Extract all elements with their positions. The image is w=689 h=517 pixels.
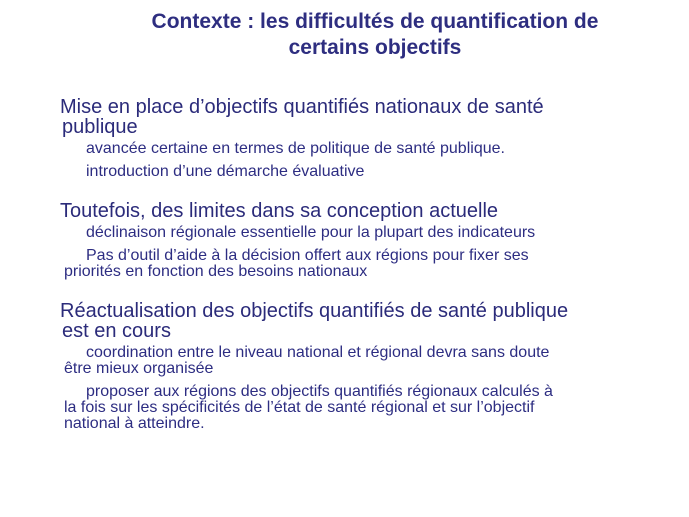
slide-title-line-1: Contexte : les difficultés de quantification de [151, 10, 599, 33]
sub-bullet-line-1: proposer aux régions des objectifs quantifiés régionaux calculés à [86, 383, 553, 400]
bullet-limites [60, 201, 660, 280]
bullet-main-text [60, 97, 660, 137]
bullet-list [60, 97, 660, 453]
slide-title [100, 9, 650, 61]
sub-bullet-line-1: introduction d’une démarche évaluative [86, 163, 365, 180]
sub-bullet-item [60, 164, 660, 180]
sub-bullet-line-1: coordination entre le niveau national et régional devra sans doute [86, 344, 550, 361]
sub-bullet-item [60, 345, 660, 377]
sub-bullet-list [60, 345, 660, 432]
sub-bullet-line-2: être mieux organisée [64, 360, 214, 377]
sub-bullet-item [60, 141, 660, 157]
sub-bullet-line-1: Pas d’outil d’aide à la décision offert aux régions pour fixer ses [86, 247, 529, 264]
bullet-main-text [60, 301, 660, 341]
sub-bullet-list [60, 141, 660, 180]
sub-bullet-line-2: la fois sur les spécificités de l’état de santé régional et sur l’objectif [64, 399, 535, 416]
sub-bullet-line-1: avancée certaine en termes de politique de santé publique. [86, 140, 505, 157]
sub-bullet-item [60, 225, 660, 241]
bullet-main-line-1: Réactualisation des objectifs quantifiés de santé publique [60, 300, 569, 322]
slide-title-line-2: certains objectifs [288, 36, 462, 59]
sub-bullet-line-2: priorités en fonction des besoins nationaux [64, 263, 368, 280]
bullet-main-line-2: est en cours [62, 320, 171, 342]
sub-bullet-item [60, 384, 660, 432]
sub-bullet-line-3: national à atteindre. [64, 415, 205, 432]
bullet-main-line-1: Toutefois, des limites dans sa conception actuelle [60, 200, 499, 222]
bullet-main-line-2: publique [62, 116, 138, 138]
sub-bullet-list [60, 225, 660, 280]
bullet-reactualisation [60, 301, 660, 432]
sub-bullet-line-1: déclinaison régionale essentielle pour la plupart des indicateurs [86, 224, 536, 241]
sub-bullet-item [60, 248, 660, 280]
bullet-main-line-1: Mise en place d’objectifs quantifiés nationaux de santé [60, 96, 544, 118]
bullet-objectifs-nationaux [60, 97, 660, 180]
bullet-main-text [60, 201, 660, 221]
